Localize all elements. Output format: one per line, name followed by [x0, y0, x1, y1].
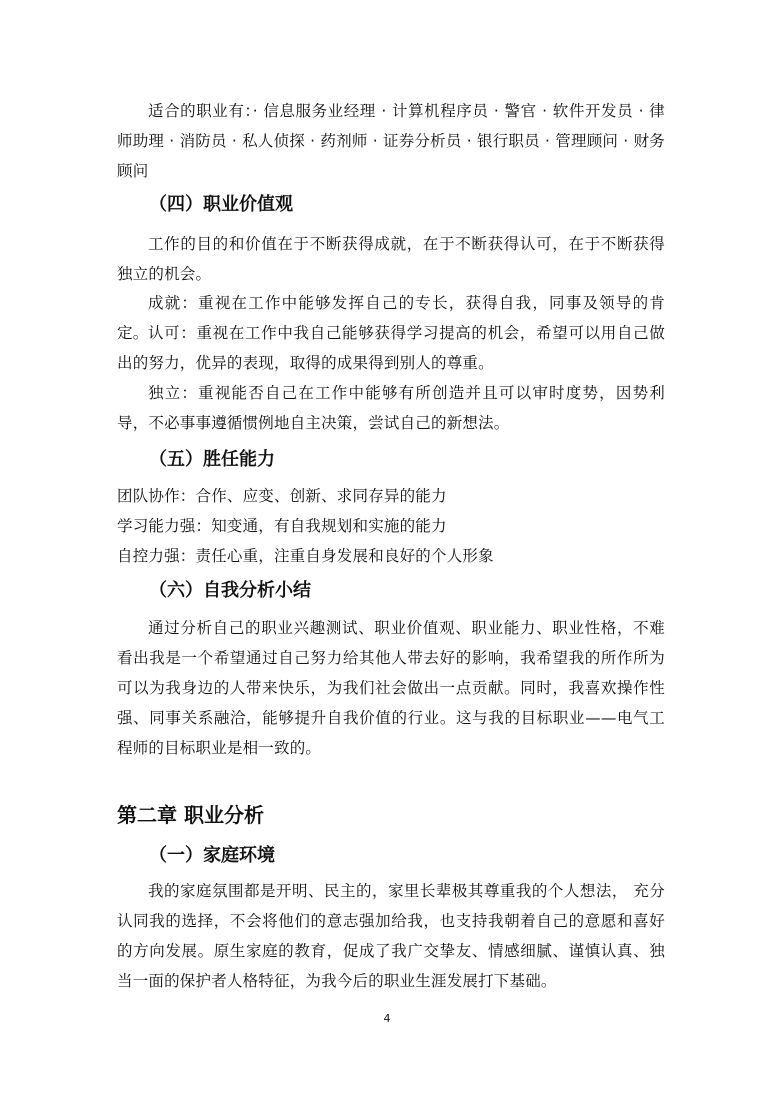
independence-paragraph: 独立：重视能否自己在工作中能够有所创造并且可以审时度势，因势利导，不必事事遵循惯例地自主决策，尝试自己的新想法。: [117, 384, 665, 432]
teamwork-line: 团队协作：合作、应变、创新、求同存异的能力: [117, 487, 447, 505]
recognition-paragraph: 认可：重视在工作中我自己能够获得学习提高的机会，希望可以用自己做出的努力，优异的表现，取得的成果得到别人的尊重。: [117, 324, 665, 372]
page-number: 4: [383, 1012, 391, 1025]
heading-self-summary: （六）自我分析小结: [149, 580, 311, 601]
achievement-paragraph: 成就：重视在工作中能够发挥自己的专长，获得自我，同事及领导的肯定。: [117, 294, 665, 342]
summary-paragraph: 通过分析自己的职业兴趣测试、职业价值观、职业能力、职业性格，不难看出我是一个希望通过自己努力给其他人带去好的影响，我希望我的所作所为可以为我身边的人带来快乐，为我们社会做出一点贡献。同时，我喜欢操作性强、同事关系融洽，能够提升自我价值的行业。这与我的目标职业——电气工程师的目标职业是相一致的。: [117, 619, 665, 757]
chapter-title: 第二章 职业分析: [117, 803, 264, 827]
learning-line: 学习能力强：知变通，有自我规划和实施的能力: [117, 517, 447, 535]
selfcontrol-line: 自控力强：责任心重，注重自身发展和良好的个人形象: [117, 547, 494, 565]
heading-career-values: （四）职业价值观: [149, 194, 293, 215]
suitable-jobs-paragraph: 适合的职业有：· 信息服务业经理 · 计算机程序员 · 警官 · 软件开发员 · 律师助理 · 消防员 · 私人侦探 · 药剂师 · 证券分析员 · 银行职员 · 管理顾问 · 财务顾问: [117, 102, 665, 180]
heading-family-environment: （一）家庭环境: [149, 845, 275, 866]
values-intro-paragraph: 工作的目的和价值在于不断获得成就，在于不断获得认可，在于不断获得独立的机会。: [117, 235, 665, 283]
heading-competence: （五）胜任能力: [149, 449, 275, 470]
family-paragraph: 我的家庭氛围都是开明、民主的，家里长辈极其尊重我的个人想法， 充分认同我的选择，不会将他们的意志强加给我，也支持我朝着自己的意愿和喜好的方向发展。原生家庭的教育，促成了我广交挚友、情感细腻、谨慎认真、独当一面的保护者人格特征，为我今后的职业生涯发展打下基础。: [117, 882, 665, 990]
